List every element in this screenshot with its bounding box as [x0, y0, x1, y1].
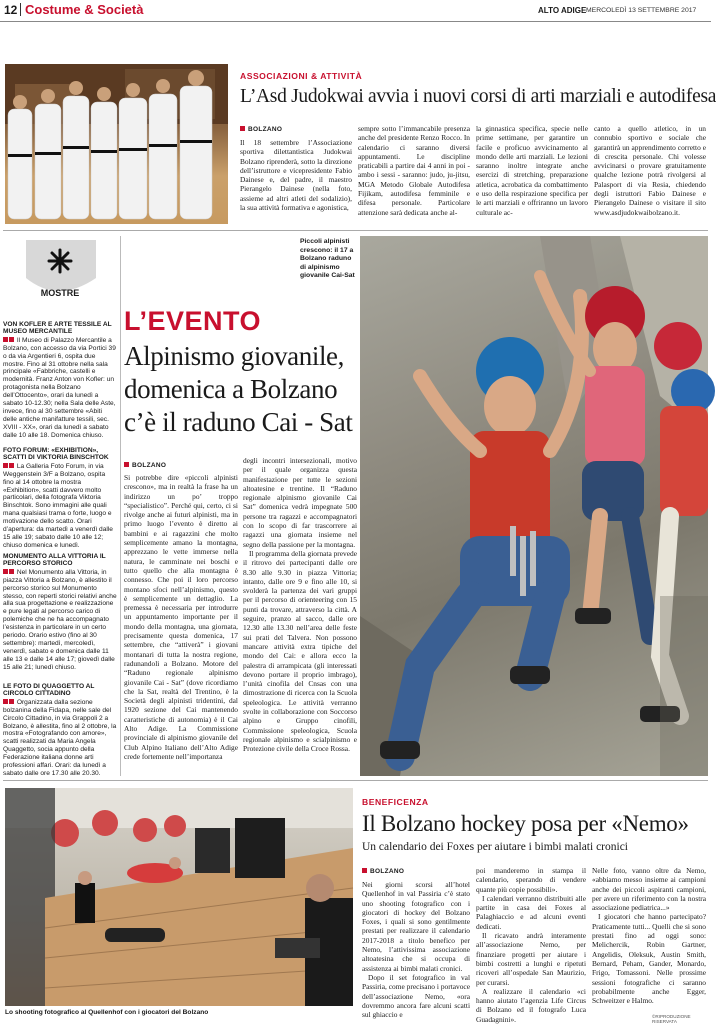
hockey-title: Il Bolzano hockey posa per «Nemo» [362, 811, 689, 836]
mostre-item-title: LE FOTO DI QUAGGETTO AL CIRCOLO CITTADINO [3, 683, 95, 698]
mostre-item-body-text: Il Museo di Palazzo Mercantile a Bolzano, con accesso da via Portici 39 o da via Argentieri 6, ospita due mostre. Fino al 31 ottobre nella sala principale «Fabbriche, castelli e modernità. Franz Anton von Kofler: un protagonista nella Bolzano dell’Ottocento», orari da lunedì a sabato 10-12.30; nella Sala delle Aste, invece, fino al 30 settembre «Abiti delle antiche manifatture tessili, sec. XVIII - XX», orari da lunedì a sabato dalle 10 alle 18. Domenica chiuso. [3, 336, 116, 439]
mostre-item [3, 683, 117, 775]
evento-title: Alpinismo giovanile, domenica a Bolzano c’è il raduno Cai - Sat [124, 341, 353, 437]
section-rule [3, 230, 708, 231]
header-divider [20, 3, 21, 16]
mostre-item-title: MONUMENTO ALLA VITTORIA IL PERCORSO STORICO [3, 553, 106, 568]
mostre-item-body [3, 337, 117, 440]
evento-col-1-text: Si potrebbe dire «piccoli alpinisti crescono», ma in realtà la frase ha un indirizzo un po’ troppo “specialistico”. Perché qui, certo, ci si rivolge anche ai futuri alpinisti, ma in primo luogo l’evento è diretto ai bambini e ai ragazzini che molto semplicemente amano la montagna, apprezzano le vette immerse nella natura, le camminate nei boschi e tutto quello che alla montagna è connesso. Che poi il loro percorso montano sfoci nell’alpinismo, questo è semplicemente un dettaglio. La premessa è necessaria per introdurre un appuntamento importante per il mondo della montagna, una giornata, precisamente questa domenica, 17 settembre, che “attiverà” i giovani montanari di tutta la nostra regione, radunandoli a Bolzano. Motore del “Raduno regionale alpinismo giovanile Cai - Sat” (dove ricordiamo che la Sat, realtà del Trentino, è la Società degli alpinisti tridentini, dal 1920 sezione del Cai mantenendo caratteristiche di autonomia) è il Cai Alto Adige. La Commissione provinciale di alpinismo giovanile del Club Alpino Italiano dell’Alto Adige crede fortemente nell’importanza [124, 473, 238, 761]
hockey-kicker: BENEFICENZA [362, 797, 429, 807]
mostre-item-title: VON KOFLER E ARTE TESSILE AL MUSEO MERCANTILE [3, 321, 112, 336]
rights-notice: ©RIPRODUZIONE RISERVATA [652, 1014, 691, 1024]
evento-location [124, 462, 166, 469]
judo-col-2 [358, 124, 470, 224]
hockey-col-1b-text: Dopo il set fotografico in val Passiria, come precisano i portavoce dell’associazione Nemo, «ora dovremmo ancora fare alcuni scatti sul ghiaccio e [362, 972, 470, 1020]
hockey-subtitle: Un calendario dei Foxes per aiutare i bimbi malati cronici [362, 841, 629, 853]
page-header [0, 0, 711, 22]
mostre-logo-label: MOSTRE [40, 288, 80, 298]
evento-location-text: BOLZANO [132, 462, 167, 469]
judo-col-4-text: canto a quello atletico, in un connubio sportivo e sociale che garantirà un apprendimento corretto e di crescita personale. Chi volesse avvicinarsi o provare gratuitamente qualche lezione potrà rivolgersi al Palasport di via Resia, chiedendo degli istruttori Fabio Dainese e Pierangelo Dainese o visitare il sito www.asdjudokwaibolzano.it. [594, 124, 706, 217]
evento-col-2 [243, 456, 357, 774]
section-title: Costume & Società [25, 2, 144, 17]
mostre-item-title: FOTO FORUM: «EXHIBITION», SCATTI DI VIKTORIA BINSCHTOK [3, 447, 109, 462]
judo-kicker: ASSOCIAZIONI & ATTIVITÀ [240, 71, 363, 81]
mostre-item [3, 553, 117, 681]
evento-photo-caption: Piccoli alpinisti crescono: il 17 a Bolzano raduno di alpinismo giovanile Cai-Sat [300, 238, 355, 280]
hockey-col-3 [592, 866, 706, 1012]
hockey-photo-caption: Lo shooting fotografico al Quellenhof con i giocatori del Bolzano [5, 1009, 209, 1016]
judo-col-1 [240, 138, 352, 224]
mostre-item-body-text: Organizzata dalla sezione bolzanina della Fidapa, nelle sale del Circolo Cittadino, in via Grappoli 2 a Bolzano, è allestita, fino al 2 ottobre, la mostra «Fotografando con amore», scatti realizzati da Maria Angela Quaggetto, socia appunto della Federazione italiana donne arti professioni affari. Orari: da lunedì a sabato dalle ore 17.30 alle 20.30. [3, 698, 117, 777]
hockey-col-2 [476, 866, 586, 1024]
judo-title: L’Asd Judokwai avvia i nuovi corsi di arti marziali e autodifesa [240, 86, 716, 107]
judo-photo [5, 64, 228, 224]
newspaper-name: ALTO ADIGE [538, 6, 587, 15]
hockey-col-2d-text: A realizzare il calendario «ci hanno aiutato l’agenzia Life Circus di Bolzano ed il fotografo Luca Guadagnini». [476, 986, 586, 1024]
hockey-location [362, 868, 404, 875]
mostre-item [3, 321, 117, 441]
hockey-col-1 [362, 880, 470, 1020]
evento-col-2-text: degli incontri intersezionali, motivo per il quale organizza questa manifestazione per tutte le sezioni altoatesine e trentine. Il “Raduno regionale alpinismo giovanile Cai Sat” domenica vedrà impegnate 500 persone tra ragazzi e accompagnatori con lo scopo di far trascorrere ai ragazzi una giornata insieme nel segno della passione per la montagna. [243, 456, 357, 549]
mostre-item-body-text: Nel Monumento alla Vittoria, in piazza Vittoria a Bolzano, è allestito il percorso storico sul Monumento stesso, con reperti storici relativi anche alla sua progettazione e realizzazione e pure legati al percorso carico di polemiche che ne ha accompagnato l’esistenza in particolare in un certo periodo. Orario estivo (fino al 30 settembre): martedì, mercoledì, venerdì, sabato e domenica dalle 11 alle 13 e dalle 14 alle 17; giovedì dalle 15 alle 21; lunedì chiuso. [3, 568, 117, 671]
sidebar-divider [120, 236, 121, 776]
issue-date: MERCOLEDÌ 13 SETTEMBRE 2017 [586, 6, 697, 14]
judo-col-4 [594, 124, 706, 224]
evento-kicker: L’EVENTO [124, 306, 262, 336]
judo-col-1-text: Il 18 settembre l’Associazione sportiva dilettantistica Judokwai Bolzano riprenderà, sotto la direzione dell’istruttore e vicepresidente Fabio Dainese e, del padre, il maestro Pierangelo Dainese (nella foto, assieme ad altri atleti del sodalizio), la sua attività formativa e agonistica, [240, 138, 352, 213]
hockey-col-2c-text: Il ricavato andrà interamente all’associazione Nemo, per finanziare progetti per aiutare i bimbi costretti a lunghi e ripetuti ricoveri all’ospedale San Maurizio, per curarsi. [476, 931, 586, 987]
judo-col-2-text: sempre sotto l’immancabile presenza anche del presidente Renzo Rocco. In calendario ci saranno diversi appuntamenti. Le discipline praticabili a partire dai 4 anni in poi - ambo i sessi - saranno: judo, ju-jitsu, MGA Metodo Globale Autodifesa Fijikam, autodifesa femminile e difesa personale. Particolare attenzione sarà dedicata anche al- [358, 124, 470, 217]
hockey-col-3b-text: I giocatori che hanno partecipato? Praticamente tutti... Quelli che si sono prestati fino ad oggi sono: Melichercik, Robin Gartner, Angelidis, Oleksuk, Austin Smith, Bernard, Peham, Gander, Monardo, Frigo, Tomassoni. Nelle prossime sessioni fotografiche ci saranno probabilmente anche Egger, Schweitzer e Halmo. [592, 912, 706, 1006]
mostre-item-body [3, 569, 117, 672]
judo-location-text: BOLZANO [248, 126, 283, 133]
section-rule [3, 780, 708, 781]
hockey-col-2b-text: I calendari verranno distribuiti alle partite in casa dei Foxes al Palaghiaccio e ad alcuni eventi dedicati. [476, 893, 586, 931]
hockey-col-2-text: poi manderemo in stampa il calendario, sperando di vendere quante più copie possibili». [476, 866, 586, 894]
evento-col-1 [124, 473, 238, 773]
hockey-photo [5, 788, 353, 1006]
hockey-col-3-text: Nelle foto, vanno oltre da Nemo, «abbiamo messo insieme ai campioni anche dei piccoli aspiranti campioni, per avere un riferimento con la nostra associazione pediatrica...» [592, 866, 706, 913]
climbing-photo [360, 236, 708, 776]
hockey-col-1-text: Nei giorni scorsi all’hotel Quellenhof in val Passiria c’è stato uno shooting fotografico con i giocatori di hockey del Bolzano Foxes, i quali si sono gentilmente prestati per realizzare il calendario 2017-2018 a titolo benefico per Nemo, l’attivissima associazione altoatesina che si occupa di assistenza ai bimbi malati cronici. [362, 880, 470, 973]
mostre-item [3, 447, 117, 547]
hockey-location-text: BOLZANO [370, 868, 405, 875]
judo-col-3 [476, 124, 588, 224]
judo-col-3-text: la ginnastica specifica, specie nelle prime settimane, per garantire un facile e proficuo avvicinamento al mondo delle arti marziali. Le lezioni saranno inoltre integrate anche esercizi di stretching, preparazione atletica, acrobatica da combattimento e uso della respirazione specifica per le arti marziali e offriranno un lavoro culturale ac- [476, 124, 588, 217]
mostre-item-body [3, 699, 117, 778]
judo-location [240, 126, 282, 133]
page-number: 12 [4, 3, 18, 17]
mostre-logo [18, 238, 102, 302]
evento-col-2b-text: Il programma della giornata prevede il ritrovo dei partecipanti dalle ore 8.30 alle 9.30 in piazza Vittoria; intanto, dalle ore 9 e fino alle 10, si svolderà la partenza dei vari gruppi per il percorso di orienteering con 15 punti da trovare, attraverso la città. A seguire, pranzo al sacco, dalle ore 12.30 alle 13.30 nell’area delle feste sui prati del Talvera. Non possono mancare attività extra tipiche del mondo del Cai: e allora ecco la palestra di arrampicata (gli interessati devono portare il proprio imbrago), l’unità cinofila del Cnsas con una dimostrazione di ricerca con la Scuola speleologica. Le attività verranno svolte in collaborazione con Soccorso alpino e Gruppo cinofili, Commissione speleologica, Scuola regionale alpinismo e scialpinismo e Protezione civile della Croce Rossa. [243, 548, 357, 754]
mostre-item-body-text: La Galleria Foto Forum, in via Weggenstein 3/F a Bolzano, ospita fino al 14 ottobre la mostra «Exhibition», scatti davvero molto particolari, della fotografa Viktoria Binschtok. Sono immagini alle quali mana qualsiasi trama o forte, luogo e motivazione dello scatto. Orari d’apertura: da martedì a venerdì dalle 15 alle 19; sabato dalle 10 alle 12; chiuso domenica e lunedì. [3, 462, 113, 549]
mostre-item-body [3, 463, 117, 550]
